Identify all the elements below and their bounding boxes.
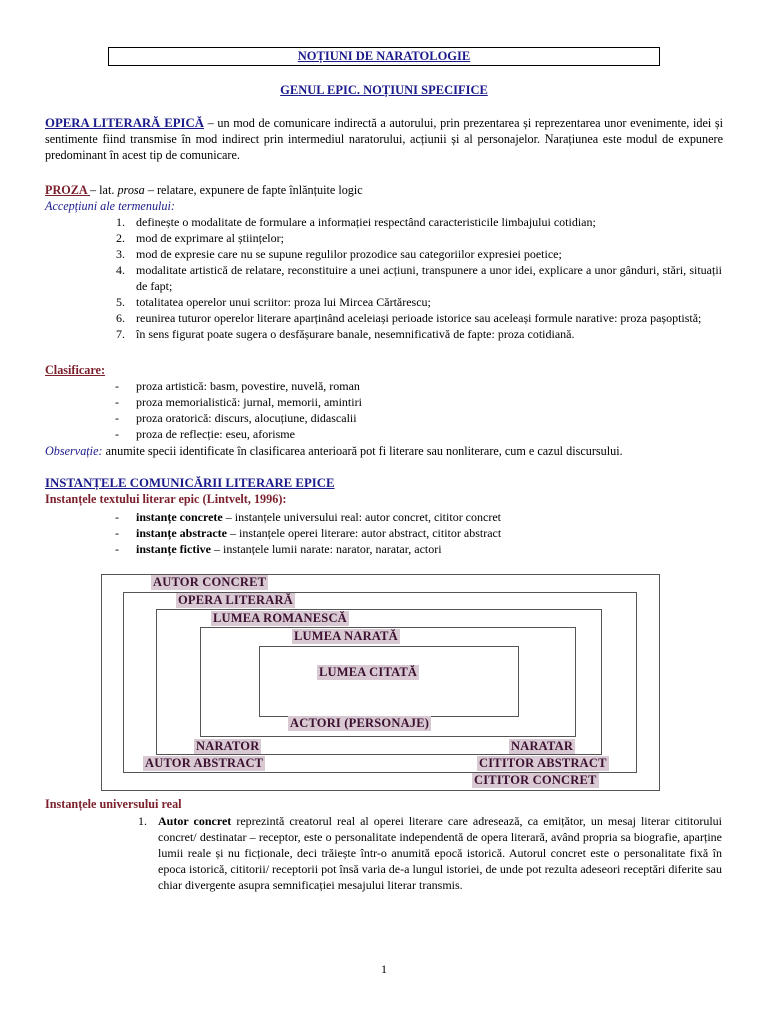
univers-heading: Instanțele universului real (45, 797, 182, 811)
opera-text: – un mod de comunicare indirectă a autorului, prin prezentarea și reprezentarea unor evenimente, idei și sentimente fiind transmise în mod indirect prin intermediul naratorului, acțiunii și al personajelor. Narațiunea este modul de expunere predominant în acest tip de comunicare. (45, 116, 723, 162)
label-autor-concret: AUTOR CONCRET (153, 575, 267, 589)
label-cititor-concret: CITITOR CONCRET (474, 773, 597, 787)
label-naratar: NARATAR (511, 739, 574, 753)
label-actori: ACTORI (PERSONAJE) (290, 716, 430, 730)
classification-label: Clasificare: (45, 363, 106, 377)
list-item: 2. mod de exprimare al științelor; (116, 231, 284, 245)
acceptions-label: Accepțiuni ale termenului: (45, 199, 175, 213)
proza-dash-lat: – lat. (90, 183, 118, 197)
document-title: NOȚIUNI DE NARATOLOGIE (108, 47, 660, 66)
proza-heading: PROZA (45, 183, 91, 197)
document-subtitle: GENUL EPIC. NOȚIUNI SPECIFICE (280, 83, 488, 97)
instante-list (110, 509, 710, 557)
observation-label: Observație: (45, 444, 103, 458)
label-cititor-abstract: CITITOR ABSTRACT (479, 756, 607, 770)
list-item: - instanțe abstracte – instanțele operei literare: autor abstract, cititor abstract (115, 526, 502, 540)
list-item: 1. definește o modalitate de formulare a informației respectând caracteristicile limbajului cotidian; (116, 215, 596, 229)
list-item: - proza de reflecție: eseu, aforisme (115, 427, 295, 441)
classification-list (110, 378, 710, 442)
opera-paragraph (45, 115, 723, 163)
opera-heading: OPERA LITERARĂ EPICĂ (45, 116, 205, 130)
list-item: - proza artistică: basm, povestire, nuvelă, roman (115, 379, 360, 393)
label-autor-abstract: AUTOR ABSTRACT (145, 756, 264, 770)
list-item: - proza memorialistică: jurnal, memorii, amintiri (115, 395, 362, 409)
page-number: 1 (381, 962, 387, 976)
list-item: 5. totalitatea operelor unui scriitor: proza lui Mircea Cărtărescu; (116, 295, 431, 309)
list-item: - proza oratorică: discurs, alocuțiune, didascalii (115, 411, 357, 425)
label-narator: NARATOR (196, 739, 260, 753)
list-item: 3. mod de expresie care nu se supune regulilor prozodice sau categoriilor expresiei poetice; (116, 247, 562, 261)
acceptions-list (110, 214, 722, 342)
list-item: - instanțe concrete – instanțele universului real: autor concret, cititor concret (115, 510, 501, 524)
proza-def-text: – relatare, expunere de fapte înlănțuite logic (144, 183, 363, 197)
label-lumea-romanesca: LUMEA ROMANESCĂ (213, 611, 347, 625)
list-item: 4. modalitate artistică de relatare, reconstituire a unei acțiuni, transpunere a unor idei, explicare a unor gânduri, stări, situații de fapt; (116, 263, 722, 293)
instante-heading: INSTANȚELE COMUNICĂRII LITERARE EPICE (45, 476, 335, 490)
list-item: 1. Autor concret reprezintă creatorul real al operei literare care adresează, ca emițător, un mesaj literar cititorului concret/ destinatar – receptor, este o personalitate independentă de opera literară, având propria sa biografie, aparține lumii reale și nu ficționale, deci trăiește într-o anumită epocă istorică. Autorul concret este o personalitate fixă în epoca istorică, cititorii/ receptorii pot însă varia de-a lungul istoriei, de unde pot rezulta adeseori receptări diferite sau chiar divergente asupra semnificației mesajului literar transmis. (138, 814, 723, 892)
frame-lumea-citata (259, 646, 519, 717)
label-lumea-narata: LUMEA NARATĂ (294, 629, 398, 643)
list-item: - instanțe fictive – instanțele lumii narate: narator, naratar, actori (115, 542, 442, 556)
instante-subheading: Instanțele textului literar epic (Lintvelt, 1996): (45, 492, 287, 506)
proza-latin: prosa (117, 183, 145, 197)
proza-definition (45, 182, 723, 198)
list-item: 7. în sens figurat poate sugera o desfășurare banale, nesemnificativă de fapte: proza cotidiană. (116, 327, 575, 341)
label-opera-literara: OPERA LITERARĂ (178, 593, 293, 607)
observation-text: anumite specii identificate în clasificarea anterioară pot fi literare sau nonliterare, cum e cazul discursului. (102, 444, 623, 458)
observation (45, 443, 723, 459)
list-item: 6. reunirea tuturor operelor literare aparținând aceleiași perioade istorice sau aceleași formule narative: proza pașoptistă; (116, 311, 702, 325)
label-lumea-citata: LUMEA CITATĂ (319, 665, 418, 679)
univers-list (132, 813, 722, 893)
